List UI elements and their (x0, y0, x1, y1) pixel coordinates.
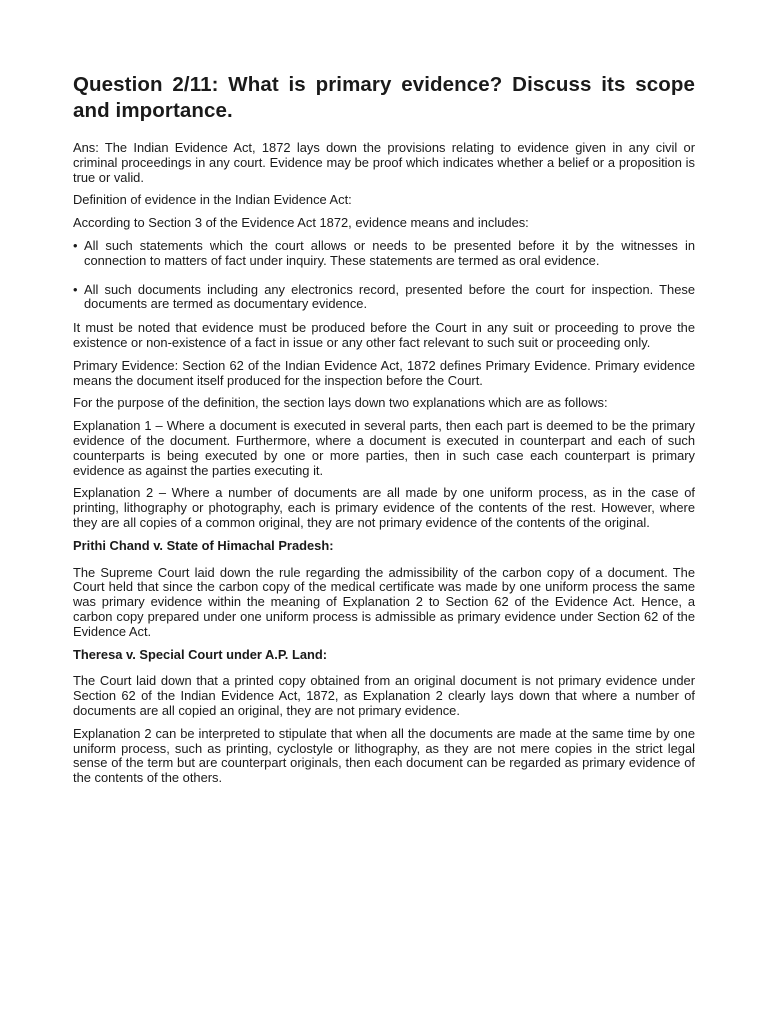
list-item (73, 239, 695, 269)
document-page (73, 72, 695, 794)
case-1-heading: Prithi Chand v. State of Himachal Pradesh: (73, 537, 334, 553)
bullet-icon: • (73, 237, 78, 253)
closing-paragraph: Explanation 2 can be interpreted to stipulate that when all the documents are made at the same time by one uniform process, such as printing, cyclostyle or lithography, as they are not mere copies in the strict legal sense of the term but are counterpart originals, then each document can be regarded as primary evidence of the contents of the others. (73, 725, 695, 786)
purpose-paragraph: For the purpose of the definition, the section lays down two explanations which are as follows: (73, 395, 608, 411)
evidence-types-list (73, 239, 695, 312)
page-title: Question 2/11: What is primary evidence? Discuss its scope and importance. (73, 73, 695, 122)
definition-heading: Definition of evidence in the Indian Evidence Act: (73, 192, 352, 208)
answer-intro-paragraph: Ans: The Indian Evidence Act, 1872 lays down the provisions relating to evidence given in any civil or criminal proceedings in any court. Evidence may be proof which indicates whether a belief or a proposition is true or valid. (73, 140, 695, 185)
documentary-evidence-text: All such documents including any electronics record, presented before the court for inspection. These documents are termed as documentary evidence. (84, 281, 695, 312)
noted-paragraph: It must be noted that evidence must be produced before the Court in any suit or proceeding to prove the existence or non-existence of a fact in issue or any other fact relevant to such suit or proceeding only. (73, 320, 695, 350)
case-2-heading: Theresa v. Special Court under A.P. Land: (73, 646, 328, 662)
case-1-body: The Supreme Court laid down the rule regarding the admissibility of the carbon copy of a document. The Court held that since the carbon copy of the medical certificate was made by one uniform process the same was primary evidence within the meaning of Explanation 2 to Section 62 of the Evidence Act. Hence, a carbon copy prepared under one uniform process is admissible as primary evidence under Section 62 of the Evidence Act. (73, 564, 695, 639)
bullet-icon: • (73, 281, 78, 297)
list-item (73, 283, 695, 313)
explanation-1-paragraph: Explanation 1 – Where a document is executed in several parts, then each part is deemed to be the primary evidence of the document. Furthermore, where a document is executed in counterpart and each of such counterparts is being executed by one or more parties, then in such case each counterpart is primary evidence as against the parties executing it. (73, 418, 695, 478)
oral-evidence-text: All such statements which the court allows or needs to be presented before it by the witnesses in connection to matters of fact under inquiry. These statements are termed as oral evidence. (84, 237, 695, 268)
case-2-body: The Court laid down that a printed copy obtained from an original document is not primary evidence under Section 62 of the Indian Evidence Act, 1872, as Explanation 2 clearly lays down that where a number of documents are all copied an original, they are not primary evidence. (73, 673, 695, 718)
primary-evidence-paragraph: Primary Evidence: Section 62 of the Indian Evidence Act, 1872 defines Primary Evidence. Primary evidence means the document itself produced for the inspection before the Court. (73, 357, 695, 388)
explanation-2-paragraph: Explanation 2 – Where a number of documents are all made by one uniform process, as in the case of printing, lithography or photography, each is primary evidence of the contents of the rest. However, where they are all copies of a common original, they are not primary evidence of the contents of the original. (73, 485, 695, 530)
section-3-paragraph: According to Section 3 of the Evidence Act 1872, evidence means and includes: (73, 215, 529, 231)
